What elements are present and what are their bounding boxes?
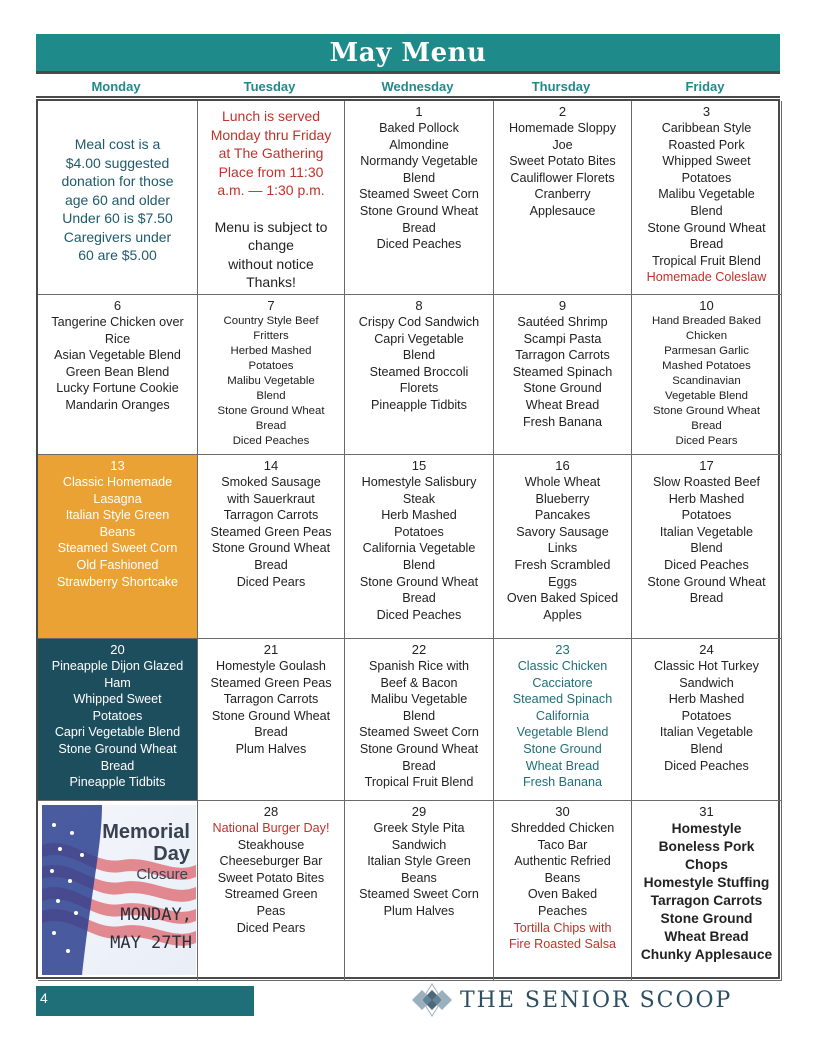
menu-item: Fritters	[253, 330, 289, 342]
menu-item: Stone Ground Wheat	[359, 574, 479, 589]
day-cell-10	[632, 295, 782, 455]
menu-item: Caribbean Style	[661, 121, 752, 135]
menu-item: Steamed Broccoli	[369, 364, 469, 379]
menu-item: Old Fashioned	[76, 557, 159, 572]
menu-item: Sweet Potato Bites	[217, 870, 325, 885]
day-header-tuesday: Tuesday	[243, 79, 296, 94]
menu-calendar-grid	[36, 99, 780, 979]
info-line: 60 are $5.00	[78, 247, 157, 263]
menu-item: Almondine	[389, 137, 449, 152]
day-header-wednesday: Wednesday	[381, 79, 454, 94]
menu-item: Homestyle Salisbury	[361, 475, 477, 489]
menu-item: Steamed Sweet Corn	[359, 187, 479, 202]
lunch-line: Place from 11:30	[218, 163, 324, 180]
menu-item: Joe	[552, 137, 573, 152]
menu-item: Mashed Potatoes	[662, 360, 751, 372]
menu-item: Malibu Vegetable	[658, 187, 755, 202]
day-number: 9	[558, 298, 567, 313]
menu-item: Chicken	[685, 330, 728, 342]
menu-item: Steak	[402, 491, 436, 506]
lunch-hours-cell	[198, 101, 345, 295]
menu-item: Potatoes	[681, 708, 732, 723]
day-number: 29	[411, 804, 427, 819]
menu-item: Boneless Pork	[658, 839, 755, 854]
day-header-monday: Monday	[91, 79, 141, 94]
menu-item: Potatoes	[681, 508, 732, 523]
day-cell-14	[198, 455, 345, 639]
menu-item: Homemade Sloppy	[508, 121, 617, 135]
info-line: Meal cost is a	[74, 136, 161, 152]
menu-item: Links	[547, 541, 578, 556]
menu-item: Scandinavian	[672, 375, 741, 387]
menu-item: Potatoes	[394, 524, 444, 539]
menu-item: Vegetable Blend	[516, 725, 609, 740]
weekday-header-row	[36, 78, 780, 98]
menu-item: Slow Roasted Beef	[652, 475, 761, 489]
menu-item: Tropical Fruit Blend	[364, 775, 474, 790]
day-number: 10	[699, 298, 714, 313]
menu-item: Malibu Vegetable	[370, 692, 468, 707]
menu-item: Italian Style Green	[65, 508, 170, 523]
menu-item: Italian Vegetable	[659, 524, 754, 539]
menu-item: Lucky Fortune Cookie	[56, 381, 179, 396]
menu-item: Vegetable Blend	[665, 390, 748, 402]
lunch-line: Monday thru Friday	[210, 126, 332, 143]
menu-item: Malibu Vegetable	[227, 375, 315, 387]
memorial-day-title: Memorial Day	[102, 821, 190, 865]
menu-item: Mandarin Oranges	[65, 397, 170, 412]
menu-item: Diced Pears	[675, 435, 738, 447]
menu-item: Tortilla Chips with	[513, 920, 612, 935]
day-cell-2	[494, 101, 632, 295]
newsletter-brand	[410, 983, 732, 1017]
menu-title-bar	[36, 34, 780, 74]
day-cell-22	[345, 639, 494, 801]
day-cell-31	[632, 801, 782, 981]
day-cell-9	[494, 295, 632, 455]
day-cell-28	[198, 801, 345, 981]
newsletter-name: THE SENIOR SCOOP	[460, 987, 733, 1013]
day-cell-7	[198, 295, 345, 455]
menu-item: Pineapple Dijon Glazed	[51, 659, 184, 673]
memorial-date-line: MAY 27TH	[110, 933, 192, 953]
menu-item: Cauliflower Florets	[510, 170, 615, 185]
info-line: donation for those	[61, 173, 174, 189]
memorial-day-date	[92, 901, 192, 957]
special-day-label: National Burger Day!	[212, 821, 330, 835]
menu-item: Greek Style Pita	[373, 821, 465, 835]
menu-item: Fresh Banana	[522, 775, 603, 790]
menu-item: Taco Bar	[537, 837, 588, 852]
menu-item: Stone Ground	[523, 381, 602, 396]
meal-cost-info-cell	[38, 101, 198, 295]
menu-item: Sandwich	[679, 675, 734, 690]
day-cell-23	[494, 639, 632, 801]
menu-item: Smoked Sausage	[221, 475, 321, 489]
menu-item: Sautéed Shrimp	[517, 315, 608, 329]
menu-item: Wheat Bread	[664, 929, 749, 944]
menu-item: Eggs	[548, 574, 577, 589]
day-cell-1	[345, 101, 494, 295]
day-number: 2	[558, 104, 567, 119]
menu-item: Classic Chicken	[517, 659, 608, 673]
menu-item: Stone Ground Wheat	[652, 405, 760, 417]
day-cell-21	[198, 639, 345, 801]
menu-item: Beans	[401, 870, 437, 885]
day-header-thursday: Thursday	[531, 79, 591, 94]
menu-item: Bread	[691, 420, 722, 432]
day-number: 17	[699, 458, 714, 473]
menu-item: with Sauerkraut	[227, 491, 315, 506]
day-number: 8	[415, 298, 423, 313]
menu-item: Oven Baked	[527, 887, 598, 902]
menu-item: Tangerine Chicken over	[51, 315, 184, 329]
day-number: 30	[555, 804, 570, 819]
menu-item: Shredded Chicken	[510, 821, 615, 835]
menu-item: Pineapple Tidbits	[371, 397, 467, 412]
menu-item: Bread	[254, 557, 288, 572]
info-line: age 60 and older	[64, 191, 171, 208]
menu-item: Beans	[99, 524, 136, 539]
menu-item: Tarragon Carrots	[223, 692, 319, 707]
menu-item: Blend	[402, 557, 436, 572]
menu-item: Blend	[402, 708, 436, 723]
menu-item: Potatoes	[248, 360, 294, 372]
menu-item: Whipped Sweet	[73, 692, 162, 707]
day-number: 28	[263, 804, 279, 819]
menu-item: Classic Hot Turkey	[654, 659, 759, 673]
day-cell-15	[345, 455, 494, 639]
menu-item: Steamed Sweet Corn	[57, 541, 178, 556]
menu-item: Capri Vegetable	[374, 331, 464, 346]
menu-item: Italian Vegetable	[659, 725, 754, 740]
menu-item: Stone Ground Wheat	[359, 203, 479, 218]
day-cell-17	[632, 455, 782, 639]
menu-item: Peas	[256, 903, 286, 918]
page-number: 4	[40, 990, 48, 1006]
menu-item: Bread	[255, 420, 287, 432]
day-cell-8	[345, 295, 494, 455]
menu-item: Stone Ground Wheat	[211, 541, 331, 556]
day-number: 31	[699, 804, 714, 819]
menu-item: Parmesan Garlic	[664, 345, 749, 357]
info-line: Under 60 is $7.50	[62, 210, 173, 226]
menu-item: Green Bean Blend	[65, 364, 170, 379]
menu-item: Herb Mashed	[381, 508, 457, 523]
menu-item: Whipped Sweet	[662, 154, 751, 169]
day-cell-24	[632, 639, 782, 801]
menu-item: Sweet Potato Bites	[509, 154, 616, 169]
memorial-day-cell	[38, 801, 198, 981]
day-cell-16	[494, 455, 632, 639]
menu-item: Steakhouse	[237, 837, 305, 852]
menu-item: Florets	[399, 381, 439, 396]
menu-item: Blend	[402, 348, 436, 363]
day-cell-29	[345, 801, 494, 981]
menu-item: Country Style Beef	[223, 315, 319, 327]
day-number: 20	[110, 642, 125, 657]
menu-item: Homestyle Stuffing	[643, 875, 770, 890]
menu-item: Savory Sausage	[516, 524, 609, 539]
notice-line: change	[248, 237, 294, 253]
menu-item: Diced Pears	[236, 574, 306, 589]
day-number: 14	[263, 458, 279, 473]
menu-item: Blend	[690, 741, 723, 756]
menu-item: Beef & Bacon	[380, 675, 458, 690]
menu-item: Bread	[689, 237, 724, 252]
day-number: 21	[263, 642, 279, 657]
menu-item: Diced Peaches	[664, 758, 749, 773]
menu-item: Fresh Scrambled	[514, 557, 611, 572]
menu-item: Steamed Spinach	[512, 692, 613, 707]
menu-item: Steamed Spinach	[512, 364, 613, 379]
menu-item: Crispy Cod Sandwich	[358, 315, 480, 329]
menu-item: Ham	[104, 675, 131, 690]
menu-item: Asian Vegetable Blend	[54, 348, 181, 363]
menu-item: Cranberry	[534, 187, 591, 202]
menu-item: Pancakes	[534, 508, 591, 523]
menu-item: Lasagna	[93, 491, 142, 506]
day-number: 16	[555, 458, 570, 473]
menu-item: Authentic Refried	[514, 854, 611, 869]
menu-item: Blend	[256, 390, 286, 402]
day-header-friday: Friday	[685, 79, 725, 94]
day-number: 22	[411, 642, 427, 657]
menu-item: Stone Ground	[660, 911, 753, 926]
info-line: Caregivers under	[63, 228, 172, 245]
menu-item: Streamed Green	[224, 887, 318, 902]
notice-line: without notice	[228, 255, 314, 272]
menu-item: Steamed Sweet Corn	[359, 725, 479, 740]
menu-item: Stone Ground Wheat	[211, 708, 331, 723]
menu-item: Sandwich	[391, 837, 447, 852]
menu-item: Peaches	[537, 903, 587, 918]
menu-item: Italian Style Green	[367, 854, 471, 869]
menu-item: Potatoes	[681, 170, 732, 185]
menu-item: Diced Peaches	[376, 237, 462, 252]
day-number: 13	[110, 458, 125, 473]
day-cell-20	[38, 639, 198, 801]
menu-item: Capri Vegetable Blend	[54, 725, 181, 740]
menu-item: Potatoes	[92, 708, 143, 723]
menu-item: Hand Breaded Baked	[652, 315, 761, 327]
menu-item: Homemade Coleslaw	[646, 270, 767, 285]
menu-item: Herb Mashed	[668, 491, 745, 506]
lunch-line: Lunch is served	[221, 108, 321, 124]
menu-item: Spanish Rice with	[368, 659, 470, 673]
menu-item: Blend	[402, 170, 436, 185]
menu-item: Scampi Pasta	[523, 331, 602, 346]
day-number: 23	[555, 642, 570, 657]
lunch-line: at The Gathering	[218, 145, 324, 161]
lunch-line: a.m. — 1:30 p.m.	[217, 182, 325, 198]
menu-item: Wheat Bread	[525, 397, 600, 412]
menu-item: Steamed Green Peas	[210, 675, 332, 690]
day-number: 1	[415, 104, 423, 119]
menu-item: Whole Wheat	[524, 475, 601, 489]
menu-item: Tarragon Carrots	[515, 348, 610, 363]
menu-item: California Vegetable	[362, 541, 476, 556]
menu-item: Diced Peaches	[376, 607, 462, 622]
menu-item: Stone Ground Wheat	[359, 741, 479, 756]
day-number: 7	[267, 298, 275, 313]
menu-item: Bread	[100, 758, 135, 773]
menu-item: Classic Homemade	[62, 475, 173, 489]
menu-item: Tarragon Carrots	[650, 893, 763, 908]
menu-item: Stone Ground	[523, 741, 602, 756]
menu-item: Bread	[689, 591, 724, 606]
menu-item: Blend	[690, 203, 723, 218]
page-title: May Menu	[329, 37, 487, 68]
day-cell-13	[38, 455, 198, 639]
menu-item: Blueberry	[535, 491, 590, 506]
menu-item: Diced Pears	[236, 920, 306, 935]
menu-item: California	[535, 708, 590, 723]
menu-item: Diced Peaches	[232, 435, 310, 447]
day-number: 3	[702, 104, 711, 119]
menu-item: Steamed Green Peas	[210, 524, 332, 539]
menu-item: Bread	[402, 758, 436, 773]
menu-item: Herb Mashed	[668, 692, 745, 707]
menu-item: Blend	[690, 541, 723, 556]
menu-item: Chunky Applesauce	[640, 947, 773, 962]
page-number-bar	[36, 986, 254, 1016]
menu-item: Baked Pollock	[379, 121, 459, 135]
menu-item: Oven Baked Spiced	[506, 591, 619, 606]
menu-item: Homestyle	[671, 821, 742, 836]
menu-item: Rice	[104, 331, 131, 346]
notice-line: Menu is subject to	[214, 218, 328, 235]
menu-item: Roasted Pork	[668, 137, 745, 152]
menu-item: Strawberry Shortcake	[56, 574, 179, 589]
day-cell-30	[494, 801, 632, 981]
day-number: 15	[411, 458, 427, 473]
memorial-date-line: MONDAY,	[120, 905, 192, 925]
menu-item: Wheat Bread	[525, 758, 600, 773]
menu-item: Plum Halves	[383, 903, 455, 918]
memorial-day-graphic	[42, 805, 196, 975]
menu-item: Pineapple Tidbits	[69, 775, 166, 790]
menu-item: Apples	[543, 607, 582, 622]
menu-item: Homestyle Goulash	[216, 659, 326, 673]
menu-item: Bread	[402, 220, 436, 235]
menu-item: Chops	[685, 857, 728, 872]
menu-item: Steamed Sweet Corn	[359, 887, 479, 902]
menu-item: Herbed Mashed	[230, 345, 312, 357]
menu-item: Tropical Fruit Blend	[652, 253, 761, 268]
menu-item: Fresh Banana	[522, 414, 603, 429]
day-number: 24	[699, 642, 714, 657]
menu-item: Stone Ground Wheat	[58, 741, 177, 756]
info-line: $4.00 suggested	[65, 154, 170, 171]
day-number: 6	[113, 298, 122, 313]
diamond-logo-icon	[410, 983, 454, 1017]
menu-item: Cacciatore	[532, 675, 593, 690]
memorial-day-subtitle: Closure	[136, 866, 188, 883]
menu-item: Stone Ground Wheat	[217, 405, 325, 417]
spacer	[201, 200, 341, 218]
menu-item: Plum Halves	[235, 741, 307, 756]
menu-item: Cheeseburger Bar	[219, 854, 323, 869]
menu-item: Applesauce	[529, 203, 596, 218]
menu-item: Bread	[402, 591, 436, 606]
day-cell-3	[632, 101, 782, 295]
menu-item: Normandy Vegetable	[360, 154, 478, 169]
menu-item: Beans	[544, 870, 581, 885]
menu-item: Stone Ground Wheat	[647, 220, 766, 235]
menu-item: Stone Ground Wheat	[647, 574, 766, 589]
menu-item: Diced Peaches	[664, 557, 749, 572]
menu-item: Tarragon Carrots	[223, 508, 319, 523]
notice-line: Thanks!	[246, 274, 296, 290]
day-cell-6	[38, 295, 198, 455]
menu-item: Bread	[254, 725, 288, 740]
menu-item: Fire Roasted Salsa	[508, 937, 617, 952]
